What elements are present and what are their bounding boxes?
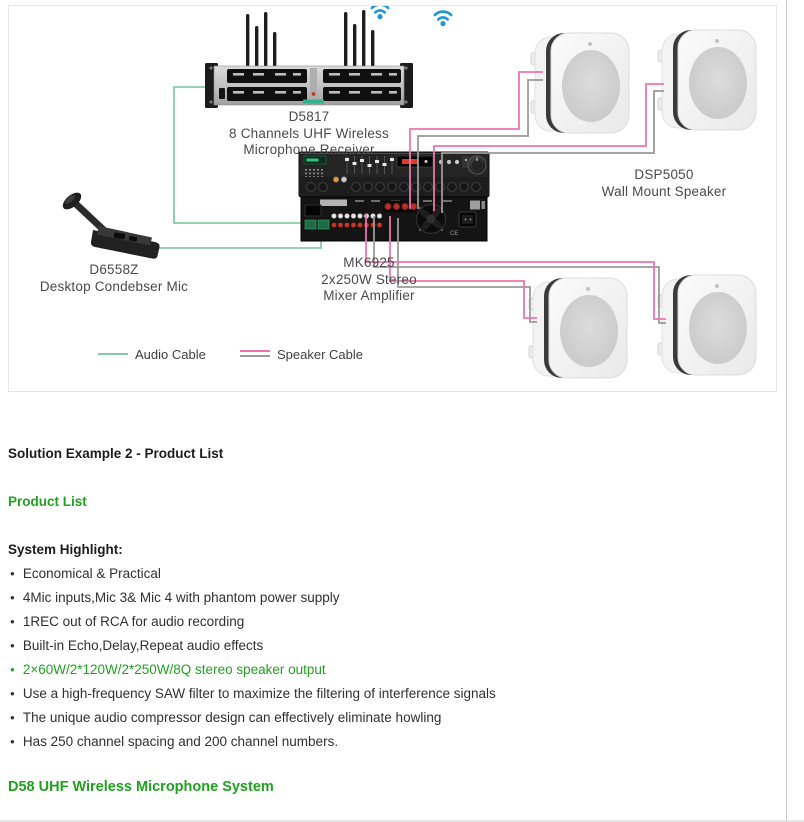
receiver-power-button bbox=[219, 88, 225, 99]
amplifier-model: MK6925 bbox=[343, 255, 395, 270]
wifi-icon bbox=[435, 12, 451, 26]
svg-text:CE: CE bbox=[450, 231, 459, 237]
legend-audio-label: Audio Cable bbox=[135, 347, 206, 362]
speaker-top-right bbox=[658, 30, 756, 130]
mic-label: D6558Z Desktop Condebser Mic bbox=[14, 262, 214, 295]
amplifier-device bbox=[299, 152, 489, 241]
highlight-item: ● The unique audio compressor design can effectively eliminate howling bbox=[8, 709, 441, 726]
receiver-antennas bbox=[246, 10, 374, 68]
highlight-item: ● 4Mic inputs,Mic 3& Mic 4 with phantom power supply bbox=[8, 589, 339, 606]
receiver-model: D5817 bbox=[288, 109, 330, 124]
highlight-item: ● Use a high-frequency SAW filter to maximize the filtering of interference signals bbox=[8, 685, 496, 702]
highlight-item: ● Economical & Practical bbox=[8, 565, 161, 582]
highlight-item: ● Has 250 channel spacing and 200 channel numbers. bbox=[8, 733, 338, 750]
speaker-bottom-left bbox=[529, 278, 627, 378]
highlight-item: ● Built-in Echo,Delay,Repeat audio effects bbox=[8, 637, 263, 654]
receiver-device bbox=[205, 6, 451, 108]
section-title: Solution Example 2 - Product List bbox=[8, 446, 224, 461]
wifi-icon bbox=[372, 6, 388, 19]
speaker-label: DSP5050 Wall Mount Speaker bbox=[554, 167, 774, 200]
amp-audio-input-terminal bbox=[305, 220, 316, 229]
speaker-top-left bbox=[531, 33, 629, 133]
product-list-title: Product List bbox=[8, 494, 87, 509]
speaker-bottom-right bbox=[658, 275, 756, 375]
receiver-indicator-led bbox=[312, 92, 316, 96]
audio-cable-mic bbox=[149, 230, 321, 248]
receiver-label: D5817 8 Channels UHF Wireless Microphone Receiver bbox=[179, 109, 439, 159]
highlight-item: ● 1REC out of RCA for audio recording bbox=[8, 613, 244, 630]
system-diagram bbox=[8, 5, 777, 392]
legend-speaker-label: Speaker Cable bbox=[277, 347, 363, 362]
page-edge-line bbox=[786, 0, 787, 822]
highlight-item: ● 2×60W/2*120W/2*250W/8Q stereo speaker output bbox=[8, 661, 326, 678]
footer-title: D58 UHF Wireless Microphone System bbox=[8, 779, 274, 795]
desktop-mic-device bbox=[60, 189, 160, 258]
receiver-brand-badge bbox=[303, 100, 324, 104]
amplifier-label: MK6925 2x250W Stereo Mixer Amplifier bbox=[269, 255, 469, 305]
mic-model: D6558Z bbox=[89, 262, 139, 277]
speaker-model: DSP5050 bbox=[634, 167, 694, 182]
amp-audio-input-terminal bbox=[318, 220, 329, 229]
system-highlight-title: System Highlight: bbox=[8, 542, 123, 557]
